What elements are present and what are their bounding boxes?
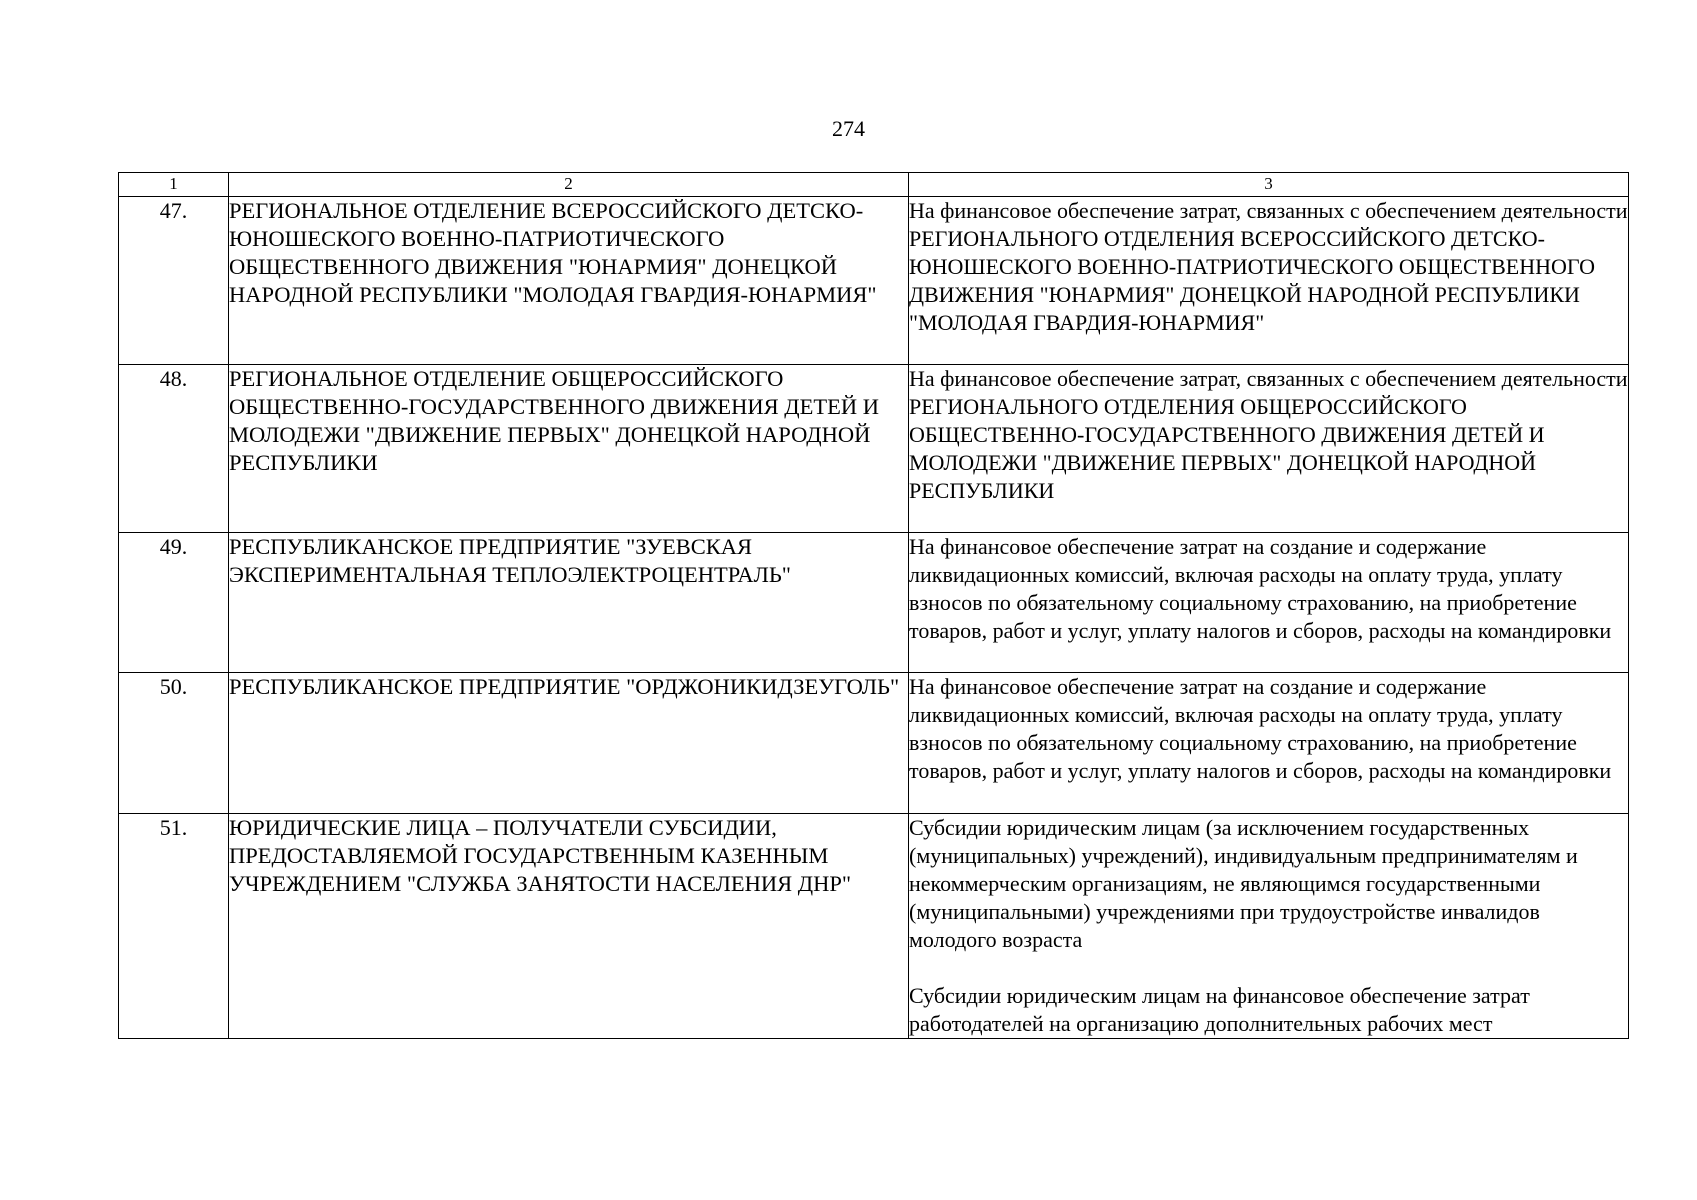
subsidy-purpose-second: Субсидии юридическим лицам на финансовое обеспечение затрат работодателей на организацию дополнительных рабочих мест bbox=[909, 983, 1530, 1036]
subsidy-purpose: На финансовое обеспечение затрат, связанных с обеспечением деятельности РЕГИОНАЛЬНОГО ОТДЕЛЕНИЯ ОБЩЕРОССИЙСКОГО ОБЩЕСТВЕННО-ГОСУДАРСТВЕННОГО ДВИЖЕНИЯ ДЕТЕЙ И МОЛОДЕЖИ "ДВИЖЕНИЕ ПЕРВЫХ" ДОНЕЦКОЙ НАРОДНОЙ РЕСПУБЛИКИ bbox=[909, 365, 1629, 533]
column-header-3: 3 bbox=[909, 173, 1629, 197]
page-number: 274 bbox=[832, 116, 865, 141]
table-row bbox=[119, 197, 1629, 365]
recipient-name: ЮРИДИЧЕСКИЕ ЛИЦА – ПОЛУЧАТЕЛИ СУБСИДИИ, ПРЕДОСТАВЛЯЕМОЙ ГОСУДАРСТВЕННЫМ КАЗЕННЫМ УЧРЕЖДЕНИЕМ "СЛУЖБА ЗАНЯТОСТИ НАСЕЛЕНИЯ ДНР" bbox=[229, 814, 909, 1039]
table-header-row bbox=[119, 173, 1629, 197]
table-row bbox=[119, 814, 1629, 1039]
subsidy-purpose-cell bbox=[909, 814, 1629, 1039]
row-number: 49. bbox=[119, 533, 229, 673]
table-row bbox=[119, 533, 1629, 673]
recipient-name: РЕСПУБЛИКАНСКОЕ ПРЕДПРИЯТИЕ "ОРДЖОНИКИДЗЕУГОЛЬ" bbox=[229, 673, 909, 814]
table-row bbox=[119, 673, 1629, 814]
column-header-1: 1 bbox=[119, 173, 229, 197]
column-header-2: 2 bbox=[229, 173, 909, 197]
row-number: 51. bbox=[119, 814, 229, 1039]
recipient-name: РЕГИОНАЛЬНОЕ ОТДЕЛЕНИЕ ВСЕРОССИЙСКОГО ДЕТСКО-ЮНОШЕСКОГО ВОЕННО-ПАТРИОТИЧЕСКОГО ОБЩЕСТВЕННОГО ДВИЖЕНИЯ "ЮНАРМИЯ" ДОНЕЦКОЙ НАРОДНОЙ РЕСПУБЛИКИ "МОЛОДАЯ ГВАРДИЯ-ЮНАРМИЯ" bbox=[229, 197, 909, 365]
subsidy-purpose: Субсидии юридическим лицам (за исключением государственных (муниципальных) учреждений), индивидуальным предпринимателям и некоммерческим организациям, не являющимся государственными (муниципальными) учреждениями при трудоустройстве инвалидов молодого возраста bbox=[909, 815, 1578, 952]
subsidy-purpose: На финансовое обеспечение затрат на создание и содержание ликвидационных комиссий, включая расходы на оплату труда, уплату взносов по обязательному социальному страхованию, на приобретение товаров, работ и услуг, уплату налогов и сборов, расходы на командировки bbox=[909, 673, 1629, 814]
subsidy-table bbox=[118, 172, 1629, 1039]
row-number: 50. bbox=[119, 673, 229, 814]
recipient-name: РЕСПУБЛИКАНСКОЕ ПРЕДПРИЯТИЕ "ЗУЕВСКАЯ ЭКСПЕРИМЕНТАЛЬНАЯ ТЕПЛОЭЛЕКТРОЦЕНТРАЛЬ" bbox=[229, 533, 909, 673]
recipient-name: РЕГИОНАЛЬНОЕ ОТДЕЛЕНИЕ ОБЩЕРОССИЙСКОГО ОБЩЕСТВЕННО-ГОСУДАРСТВЕННОГО ДВИЖЕНИЯ ДЕТЕЙ И МОЛОДЕЖИ "ДВИЖЕНИЕ ПЕРВЫХ" ДОНЕЦКОЙ НАРОДНОЙ РЕСПУБЛИКИ bbox=[229, 365, 909, 533]
paragraph-gap bbox=[909, 954, 1628, 982]
row-number: 47. bbox=[119, 197, 229, 365]
subsidy-purpose: На финансовое обеспечение затрат на создание и содержание ликвидационных комиссий, включая расходы на оплату труда, уплату взносов по обязательному социальному страхованию, на приобретение товаров, работ и услуг, уплату налогов и сборов, расходы на командировки bbox=[909, 533, 1629, 673]
row-number: 48. bbox=[119, 365, 229, 533]
subsidy-purpose: На финансовое обеспечение затрат, связанных с обеспечением деятельности РЕГИОНАЛЬНОГО ОТДЕЛЕНИЯ ВСЕРОССИЙСКОГО ДЕТСКО-ЮНОШЕСКОГО ВОЕННО-ПАТРИОТИЧЕСКОГО ОБЩЕСТВЕННОГО ДВИЖЕНИЯ "ЮНАРМИЯ" ДОНЕЦКОЙ НАРОДНОЙ РЕСПУБЛИКИ "МОЛОДАЯ ГВАРДИЯ-ЮНАРМИЯ" bbox=[909, 197, 1629, 365]
table-row bbox=[119, 365, 1629, 533]
